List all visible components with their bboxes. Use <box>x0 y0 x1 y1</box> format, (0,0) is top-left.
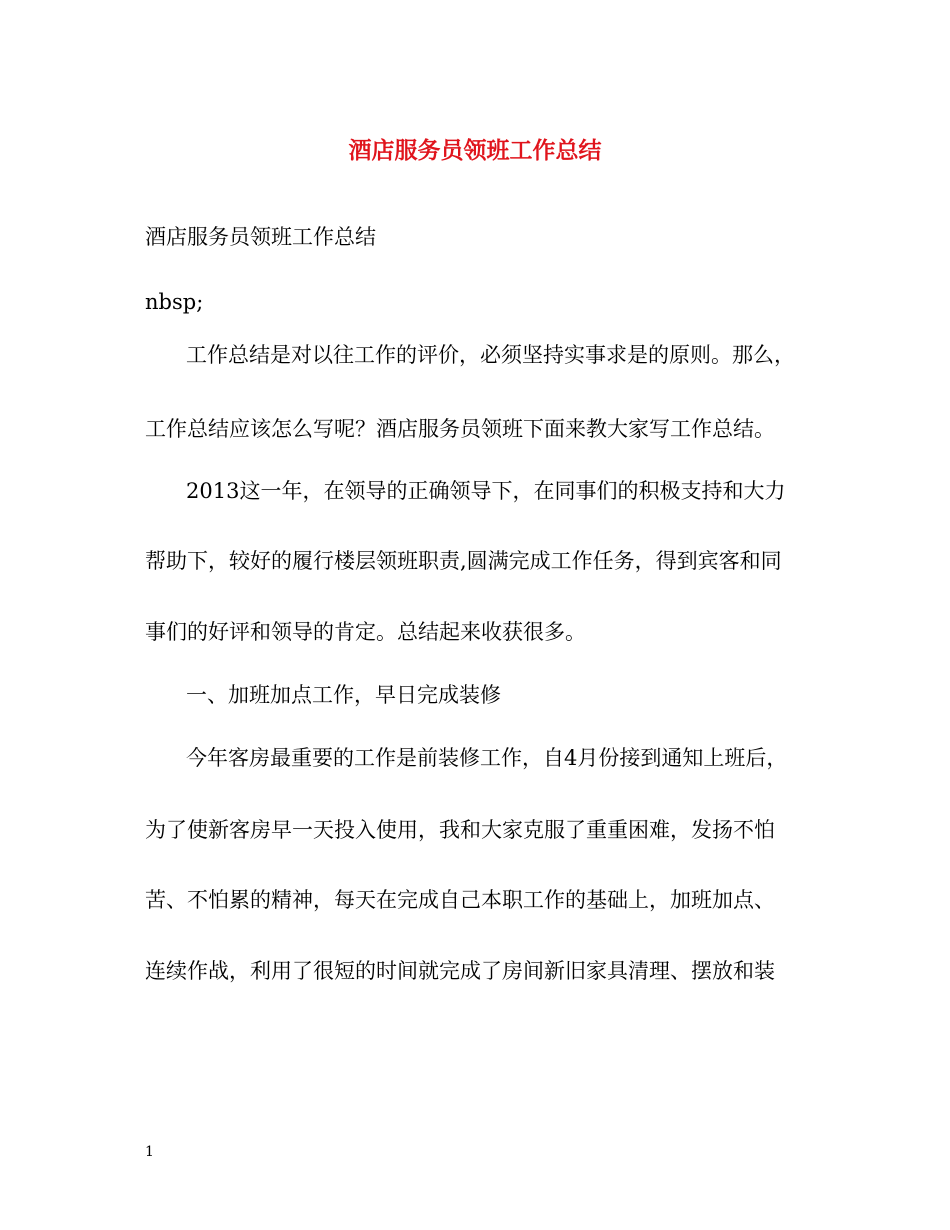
body-line: 连续作战，利用了很短的时间就完成了房间新旧家具清理、摆放和装 <box>145 959 775 983</box>
body-line: 今年客房最重要的工作是前装修工作，自4月份接到通知上班后， <box>186 746 788 770</box>
body-line: 事们的好评和领导的肯定。总结起来收获很多。 <box>145 620 586 644</box>
body-line: 苦、不怕累的精神，每天在完成自己本职工作的基础上，加班加点、 <box>145 888 775 912</box>
body-line: 为了使新客房早一天投入使用，我和大家克服了重重困难，发扬不怕 <box>145 818 775 842</box>
body-line-nbsp: nbsp; <box>145 290 204 314</box>
body-line-heading: 酒店服务员领班工作总结 <box>145 225 376 249</box>
body-line: 2013这一年，在领导的正确领导下，在同事们的积极支持和大力 <box>186 479 786 503</box>
section-heading: 一、加班加点工作，早日完成装修 <box>186 683 501 707</box>
body-line: 工作总结应该怎么写呢？酒店服务员领班下面来教大家写工作总结。 <box>145 417 775 441</box>
body-line: 帮助下，较好的履行楼层领班职责,圆满完成工作任务，得到宾客和同 <box>145 549 782 573</box>
document-title: 酒店服务员领班工作总结 <box>348 137 602 164</box>
page-number: 1 <box>145 1144 154 1160</box>
body-line: 工作总结是对以往工作的评价，必须坚持实事求是的原则。那么， <box>186 343 795 367</box>
